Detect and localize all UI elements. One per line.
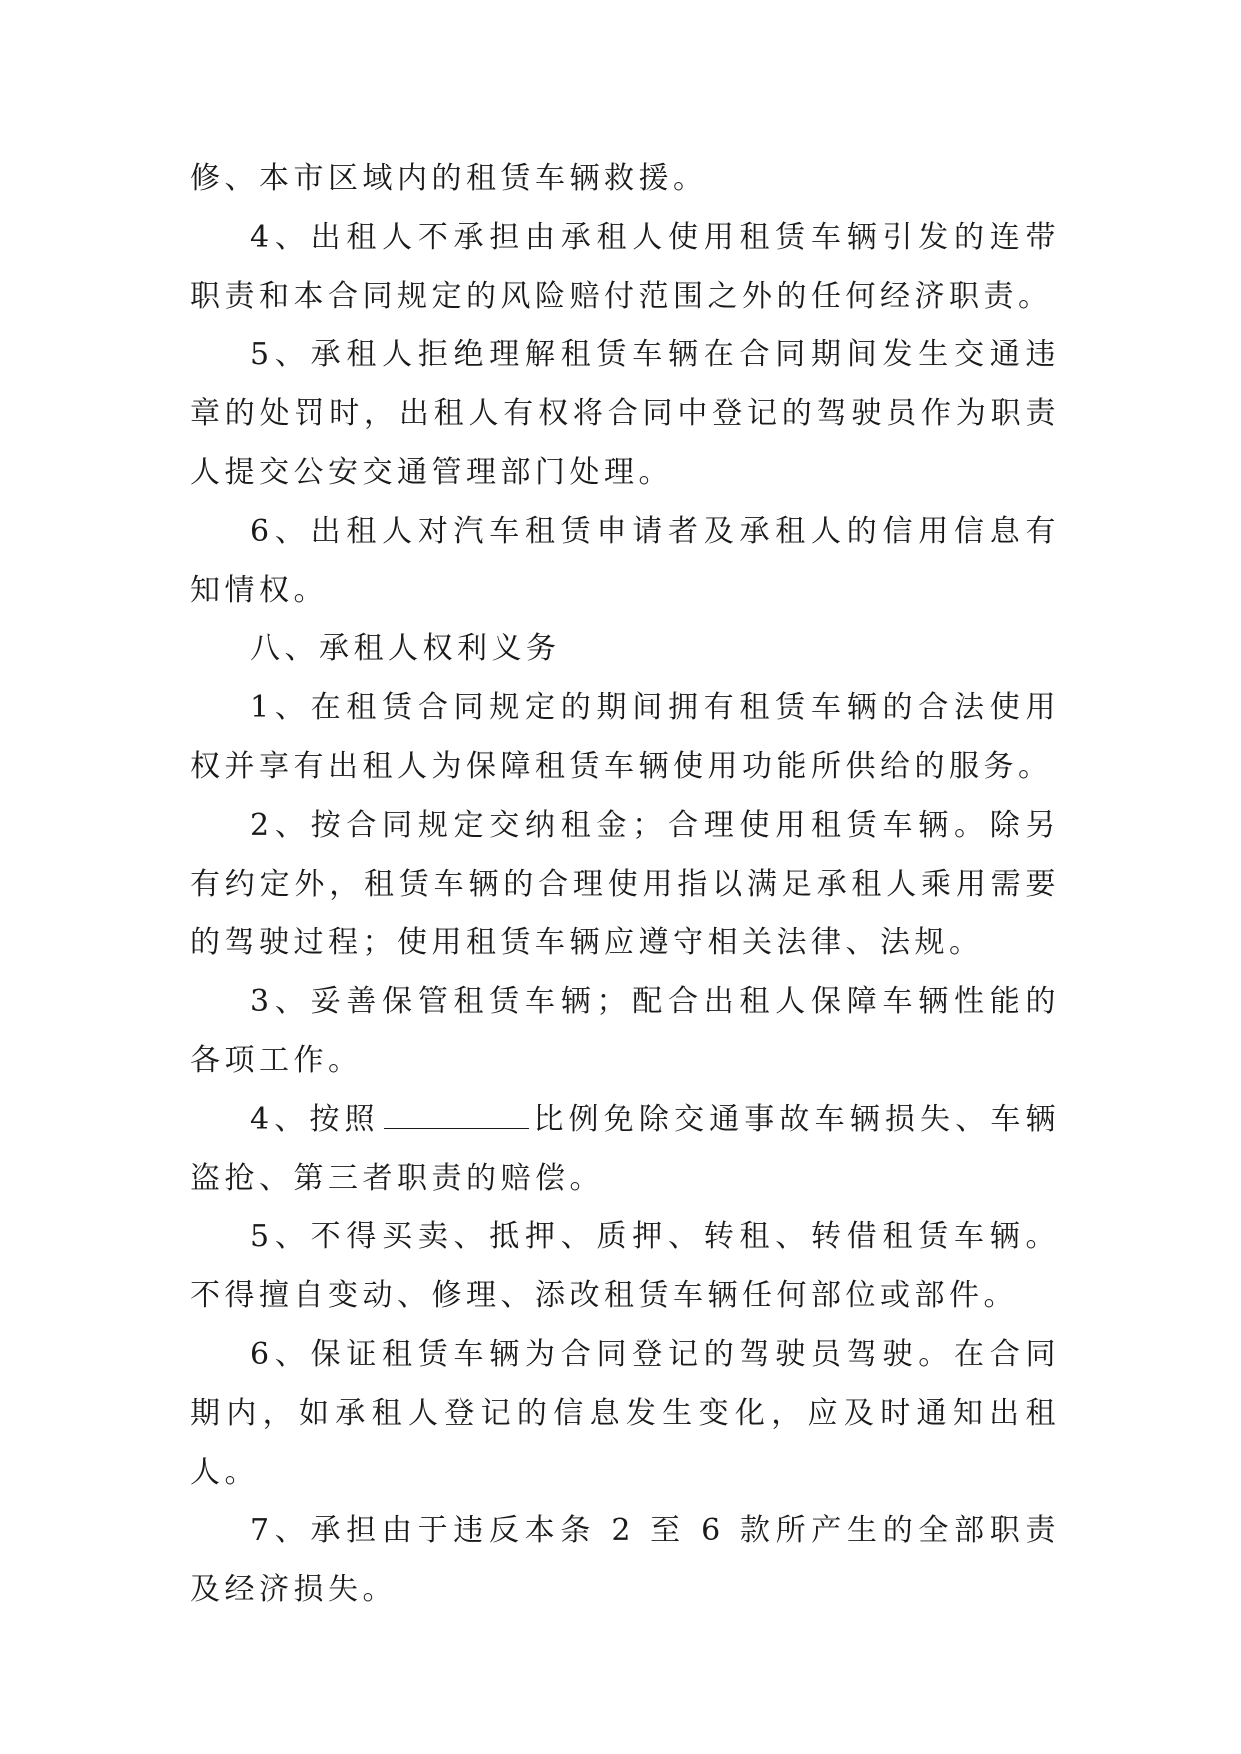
- fill-in-blank: [384, 1102, 529, 1129]
- paragraph-lessee-item-4: [190, 1091, 1060, 1209]
- paragraph-continuation: 修、本市区域内的租赁车辆救援。: [190, 161, 708, 196]
- paragraph-lessor-item-5: 5、承租人拒绝理解租赁车辆在合同期间发生交通违章的处罚时，出租人有权将合同中登记的驾驶员作为职责人提交公安交通管理部门处理。: [190, 337, 1060, 490]
- paragraph-lessee-item-5: 5、不得买卖、抵押、质押、转租、转借租赁车辆。不得擅自变动、修理、添改租赁车辆任何部位或部件。: [190, 1219, 1060, 1314]
- document-body: [190, 150, 1060, 1620]
- paragraph-lessee-item-7: 7、承担由于违反本条 2 至 6 款所产生的全部职责及经济损失。: [190, 1513, 1060, 1608]
- paragraph-lessee-item-1: 1、在租赁合同规定的期间拥有租赁车辆的合法使用权并享有出租人为保障租赁车辆使用功能所供给的服务。: [190, 690, 1060, 784]
- paragraph-lessor-item-4: 4、出租人不承担由承租人使用租赁车辆引发的连带职责和本合同规定的风险赔付范围之外的任何经济职责。: [190, 219, 1060, 314]
- paragraph-lessee-item-2: 2、按合同规定交纳租金；合理使用租赁车辆。除另有约定外，租赁车辆的合理使用指以满足承租人乘用需要的驾驶过程；使用租赁车辆应遵守相关法律、法规。: [190, 807, 1060, 961]
- paragraph-lessor-item-6: 6、出租人对汽车租赁申请者及承租人的信用信息有知情权。: [190, 513, 1060, 608]
- item-4-suffix: 比例免除交通事故车辆损失、车辆盗抢、第三者职责的赔偿。: [190, 1101, 1060, 1196]
- paragraph-lessee-item-6: 6、保证租赁车辆为合同登记的驾驶员驾驶。在合同期内，如承租人登记的信息发生变化，应及时通知出租人。: [190, 1336, 1060, 1490]
- item-4-prefix: 4、按照: [250, 1101, 380, 1137]
- paragraph-lessee-item-3: 3、妥善保管租赁车辆；配合出租人保障车辆性能的各项工作。: [190, 984, 1060, 1078]
- section-heading-lessee-rights: 八、承租人权利义务: [250, 631, 561, 667]
